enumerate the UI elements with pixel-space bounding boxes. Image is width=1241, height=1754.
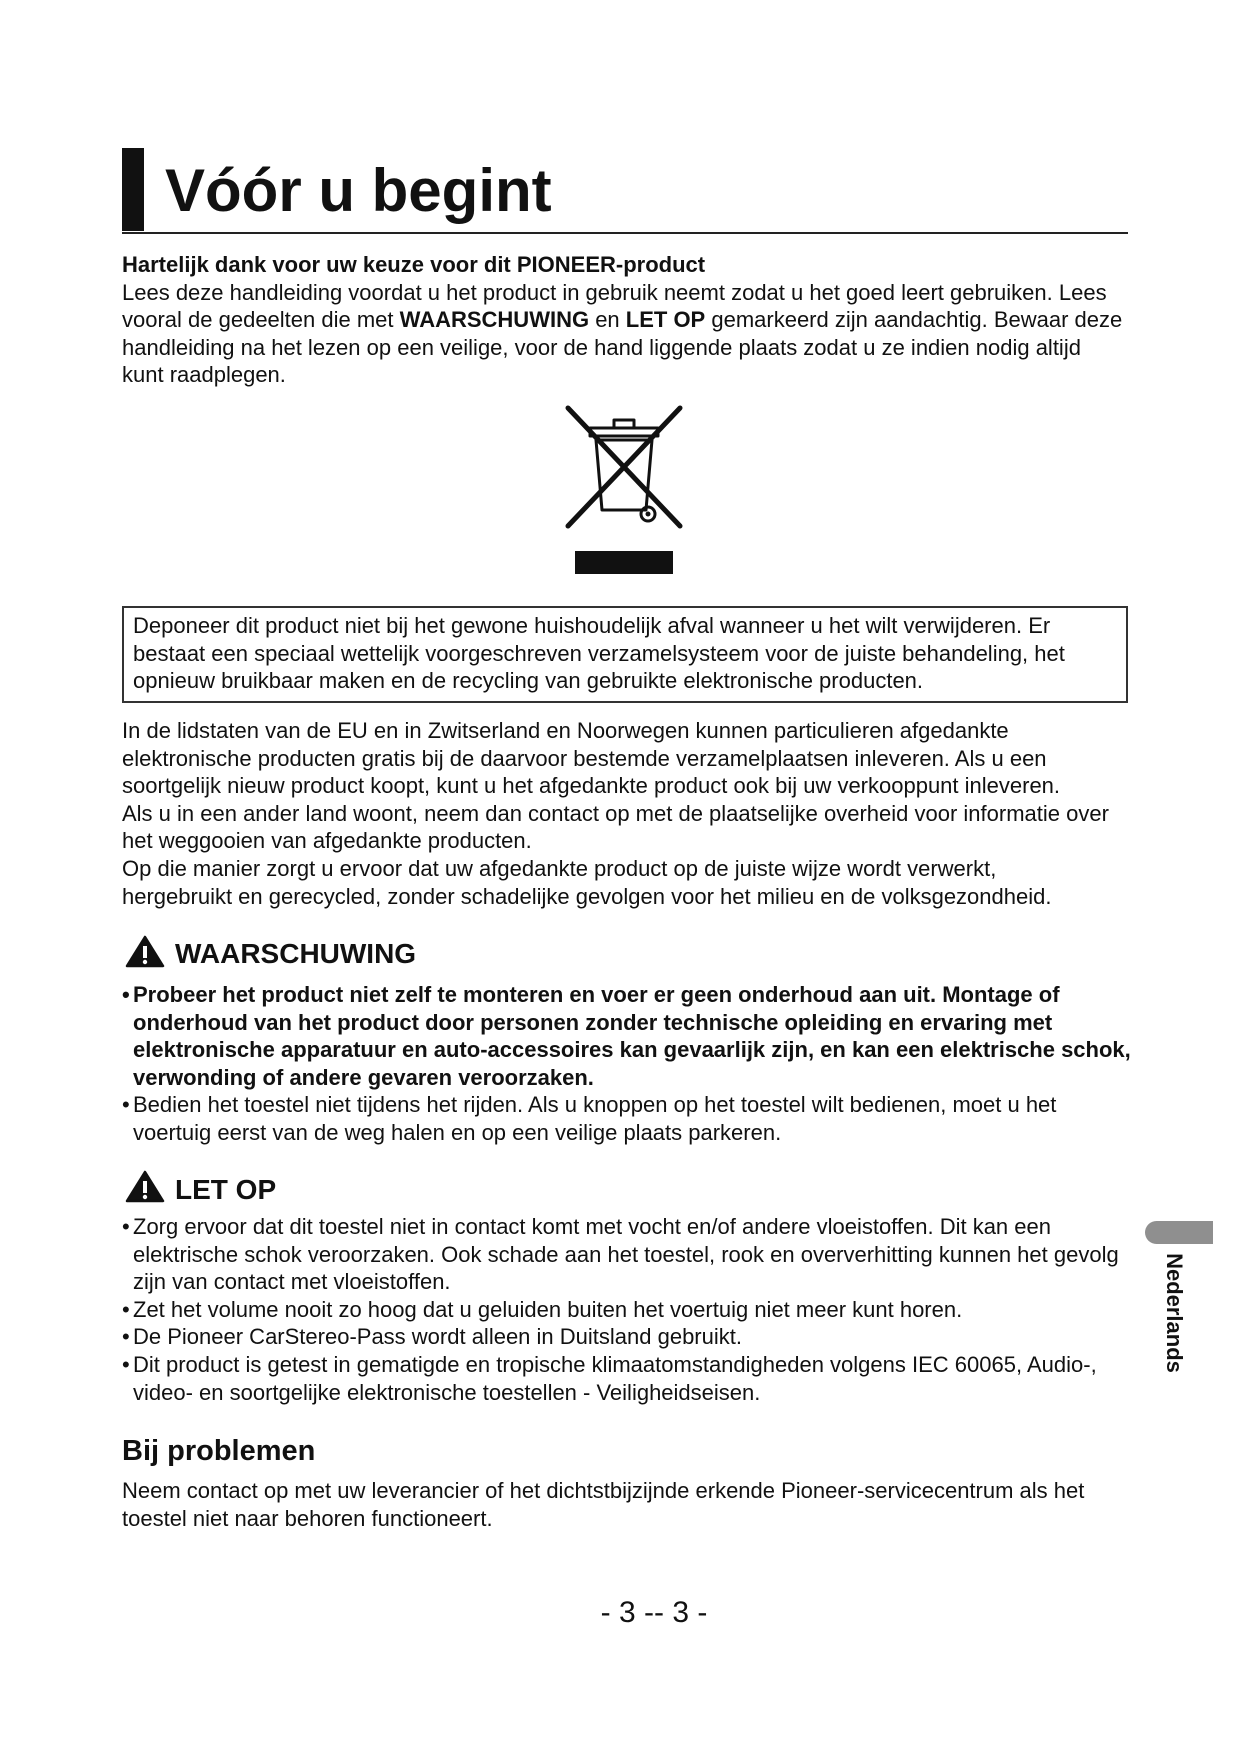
caution-item-line: video- en soortgelijke elektronische toestellen - Veiligheidseisen. <box>133 1379 761 1405</box>
disposal-notice-line: bestaat een speciaal wettelijk voorgeschreven verzamelsysteem voor de juiste behandeling, het <box>133 640 1065 666</box>
warning-item-line <box>122 1091 1128 1119</box>
eu-info-line: soortgelijk nieuw product koopt, kunt u het afgedankte product ook bij uw verkooppunt inleveren. <box>122 773 1061 799</box>
eu-disposal-info <box>122 717 1128 910</box>
eu-info-line: elektronische producten gratis bij de daarvoor bestemde verzamelplaatsen inleveren. Als u een <box>122 745 1047 771</box>
warning-item-text: Probeer het product niet zelf te monteren en voer er geen onderhoud aan uit. Montage of <box>133 982 1060 1007</box>
eu-info-line: het weggooien van afgedankte producten. <box>122 828 532 854</box>
warning-item-line: verwonding of andere gevaren veroorzaken. <box>133 1064 594 1090</box>
caution-item-text: De Pioneer CarStereo-Pass wordt alleen in Duitsland gebruikt. <box>133 1324 742 1350</box>
caution-term: LET OP <box>625 307 706 333</box>
warning-triangle-icon <box>125 935 165 969</box>
caution-item-line <box>122 1351 1128 1379</box>
separate-collection-bar <box>575 551 673 574</box>
intro-text: en <box>589 307 626 333</box>
warning-item-line: elektronische apparatuur en auto-accessoires kan gevaarlijk zijn, en kan een elektrische schok, <box>133 1037 1131 1063</box>
crossed-out-wheelie-bin-icon <box>564 404 684 530</box>
intro-section <box>122 251 1128 389</box>
troubleshooting-text <box>122 1477 1128 1532</box>
caution-list <box>122 1213 1128 1406</box>
caution-item-text: Zet het volume nooit zo hoog dat u geluiden buiten het voertuig niet meer kunt horen. <box>133 1296 963 1322</box>
caution-item-line: elektrische schok veroorzaken. Ook schade aan het toestel, rook en oververhitting kunnen het gevolg <box>133 1241 1119 1267</box>
intro-line: kunt raadplegen. <box>122 362 286 388</box>
caution-heading: LET OP <box>175 1174 277 1205</box>
page-title: Vóór u begint <box>165 157 552 224</box>
warning-term: WAARSCHUWING <box>399 307 590 333</box>
caution-item-text: Dit product is getest in gematigde en tropische klimaatomstandigheden volgens IEC 60065, Audio-, <box>133 1351 1097 1377</box>
intro-line: Lees deze handleiding voordat u het product in gebruik neemt zodat u het goed leert gebruiken. Lees <box>122 279 1107 305</box>
title-underline <box>122 232 1128 234</box>
language-tab <box>1145 1221 1213 1244</box>
troubleshooting-line: toestel niet naar behoren functioneert. <box>122 1505 493 1531</box>
bullet: • <box>122 982 130 1007</box>
title-accent-bar <box>122 148 144 231</box>
troubleshooting-line: Neem contact op met uw leverancier of het dichtstbijzijnde erkende Pioneer-servicecentrum als het <box>122 1478 1085 1503</box>
caution-item-line <box>122 1323 1128 1351</box>
intro-line <box>122 306 1128 334</box>
warning-list <box>122 981 1131 1147</box>
bullet: • <box>122 1092 130 1118</box>
intro-heading: Hartelijk dank voor uw keuze voor dit PIONEER-product <box>122 252 706 277</box>
bullet: • <box>122 1324 130 1350</box>
caution-item-text: Zorg ervoor dat dit toestel niet in contact komt met vocht en/of andere vloeistoffen. Dit kan een <box>133 1214 1051 1239</box>
disposal-notice-line: Deponeer dit product niet bij het gewone huishoudelijk afval wanneer u het wilt verwijderen. Er <box>133 613 1051 638</box>
intro-text: gemarkeerd zijn aandachtig. Bewaar deze <box>705 307 1123 333</box>
warning-item-text: Bedien het toestel niet tijdens het rijden. Als u knoppen op het toestel wilt bedienen, moet u het <box>133 1092 1057 1118</box>
eu-info-line: Als u in een ander land woont, neem dan contact op met de plaatselijke overheid voor informatie over <box>122 800 1109 826</box>
bullet: • <box>122 1351 130 1377</box>
warning-item-line <box>122 981 1128 1009</box>
page-number: - 3 -- 3 - <box>600 1596 708 1629</box>
caution-triangle-icon <box>125 1170 165 1204</box>
intro-text: vooral de gedeelten die met <box>122 307 400 333</box>
bullet: • <box>122 1296 130 1322</box>
caution-item-line: zijn van contact met vloeistoffen. <box>133 1269 451 1295</box>
warning-heading: WAARSCHUWING <box>175 938 417 969</box>
caution-item-line <box>122 1296 1128 1324</box>
disposal-notice-box <box>122 606 1128 703</box>
eu-info-line: Op die manier zorgt u ervoor dat uw afgedankte product op de juiste wijze wordt verwerkt, <box>122 855 997 881</box>
bin-body <box>596 440 652 510</box>
intro-line: handleiding na het lezen op een veilige, voor de hand liggende plaats zodat u ze indien nodig altijd <box>122 334 1081 360</box>
warning-item-line: voertuig eerst van de weg halen en op een veilige plaats parkeren. <box>133 1119 782 1145</box>
disposal-notice-line: opnieuw bruikbaar maken en de recycling van gebruikte elektronische producten. <box>133 668 924 694</box>
caution-item-line <box>122 1213 1128 1241</box>
eu-info-line: hergebruikt en gerecycled, zonder schadelijke gevolgen voor het milieu en de volksgezondheid. <box>122 883 1052 909</box>
bullet: • <box>122 1214 130 1239</box>
troubleshooting-heading: Bij problemen <box>122 1435 316 1467</box>
eu-info-line: In de lidstaten van de EU en in Zwitserland en Noorwegen kunnen particulieren afgedankte <box>122 718 1009 743</box>
language-label: Nederlands <box>1162 1253 1187 1373</box>
warning-item-line: onderhoud van het product door personen zonder technische opleiding en ervaring met <box>133 1009 1053 1035</box>
bin-lid <box>590 428 658 436</box>
